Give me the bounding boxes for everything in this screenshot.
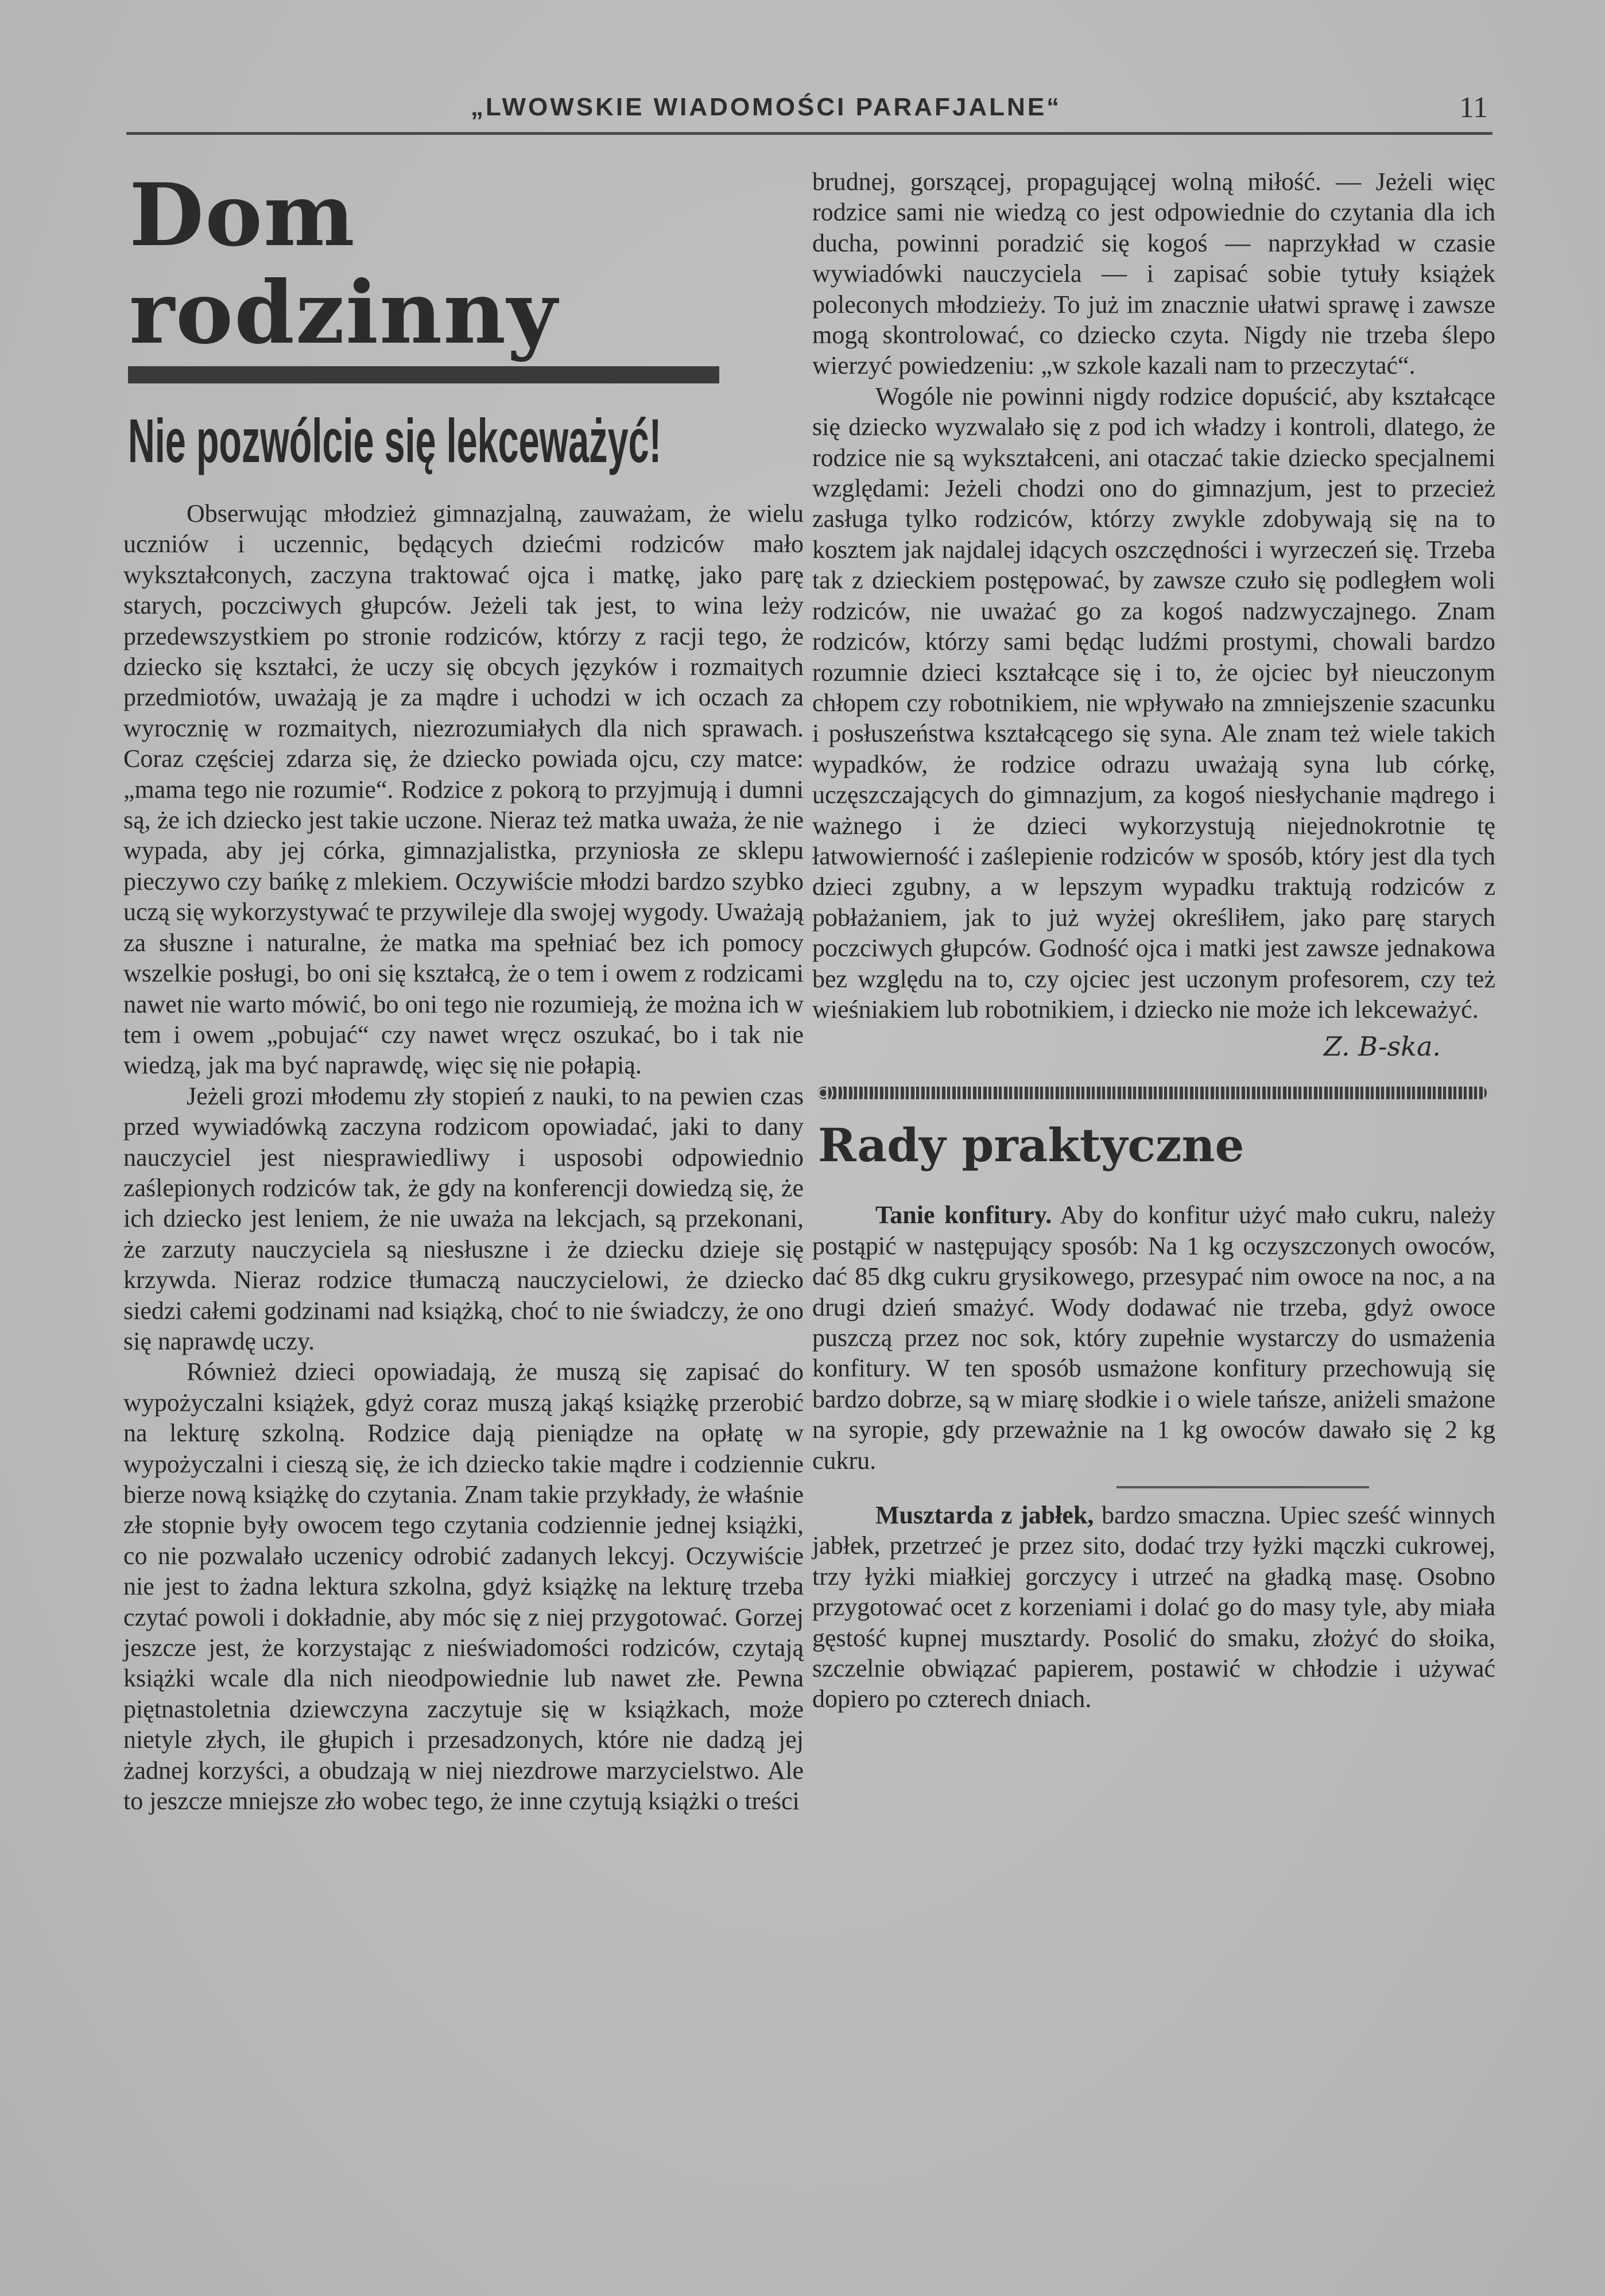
paragraph: Jeżeli grozi młodemu zły stopień z nauki, to na pewien czas przed wywiadówką zaczyna rodzicom opowiadać, jaki to dany nauczyciel jest niesprawiedliwy i usposobi odpowiednio zaślepionych rodziców tak, że gdy na konferencji dowiedzą się, że ich dziecko jest leniem, że nie uważa na lekcjach, są przekonani, że zarzuty nauczyciela są niesłuszne i że dziecku dzieje się krzywda. Nieraz rodzice tłumaczą nauczycielowi, że dziecko siedzi całemi godzinami nad książką, choć to nie świadczy, że ono się naprawdę uczy. [123,1081,804,1355]
article-body-right [812,166,1495,1025]
paragraph: brudnej, gorszącej, propagującej wolną miłość. — Jeżeli więc rodzice sami nie wiedzą co jest odpowiednie do czytania dla ich ducha, powinni poradzić się kogoś — naprzykład w czasie wywiadówki nauczyciela — i zapisać sobie tytuły książek poleconych młodzieży. To już im znacznie ułatwi sprawę i zawsze mogą skontrolować, co dziecko czyta. Nigdy nie trzeba ślepo wierzyć powiedzeniu: „w szkole kazali nam to przeczytać“. [812,168,1495,380]
page-number: 11 [1459,91,1488,124]
section-title: Rady praktyczne [818,1118,1245,1173]
article-body-left [123,498,804,1816]
paragraph: Wogóle nie powinni nigdy rodzice dopuścić, aby kształcące się dziecko wyzwalało się z pod ich władzy i kontroli, dlatego, że rodzice nie są wykształceni, ani otaczać takie dziecko specjalnemi względami: Jeżeli chodzi ono do gimnazjum, jest to przecież zasługa tylko rodziców, którzy zwykle zdobywają się na to kosztem jak najdalej idących oszczędności i wyrzeczeń się. Trzeba tak z dzieckiem postępować, by zawsze czuło się podległem woli rodziców, nie uważać go za kogoś nadzwyczajnego. Znam rodziców, którzy sami będąc ludźmi prostymi, chowali bardzo rozumnie dzieci kształcące się i to, że ojciec był nieuczonym chłopem czy robotnikiem, nie wpływało na zmniejszenie szacunku i posłuszeństwa kształcącego się syna. Ale znam też wiele takich wypadków, że rodzice odrazu uważają syna lub córkę, uczęszczających do gimnazjum, za kogoś niesłychanie mądrego i ważnego i że dzieci wykorzystują niejednokrotnie tę łatwowierność i zaślepienie rodziców w sposób, który jest dla tych dzieci zgubny, a w lepszym wypadku traktują rodziców z pobłażaniem, jak to już wyżej określiłem, jako parę starych poczciwych głupców. Godność ojca i matki jest zawsze jednakowa bez względu na to, czy ojciec jest uczonym profesorem, czy też wieśniakiem lub robotnikiem, i dziecko nie może ich lekceważyć. [812,382,1495,1023]
right-column [812,166,1495,1715]
left-column [123,155,804,1816]
tip-paragraph [812,1500,1495,1715]
header-rule [126,132,1492,135]
tip-heading: Tanie konfitury. [875,1201,1052,1230]
ornamental-divider [818,1087,1487,1099]
paragraph: Również dzieci opowiadają, że muszą się zapisać do wypożyczalni książek, gdyż coraz muszą jakąś książkę przerobić na lekturę szkolną. Rodzice dają pieniądze na opłatę w wypożyczalni i cieszą się, że ich dziecko takie mądre i codziennie bierze nową książkę do czytania. Znam takie przykłady, że właśnie złe stopnie były owocem tego czytania codziennie jednej książki, co nie pozwalało uczenicy odrobić zadanych lekcyj. Oczywiście nie jest to żadna lektura szkolna, gdyż książkę na lekturę trzeba czytać powoli i dokładnie, aby móc się z niej przygotować. Gorzej jeszcze jest, że korzystając z nieświadomości rodziców, czytają książki wcale dla nich nieodpowiednie lub nawet złe. Pewna piętnastoletnia dziewczyna zaczytuje się w książkach, może nietyle złych, ile głupich i przesadzonych, które nie dadzą jej żadnej korzyści, a obudzają w niej niezdrowe marzycielstwo. Ale to jeszcze mniejsze zło wobec tego, że inne czytują książki o treści [123,1358,804,1816]
paragraph: Obserwując młodzież gimnazjalną, zauważam, że wielu uczniów i uczennic, będących dziećmi rodziców mało wykształconych, zaczyna traktować ojca i matkę, jako parę starych, poczciwych głupców. Jeżeli tak jest, to wina leży przedewszystkiem po stronie rodziców, którzy z racji tego, że dziecko się kształci, że uczy się obcych języków i rozmaitych przedmiotów, uważają je za mądre i uchodzi w ich oczach za wyrocznię w rozmaitych, niezrozumiałych dla nich sprawach. Coraz częściej zdarza się, że dziecko powiada ojcu, czy matce: „mama tego nie rozumie“. Rodzice z pokorą to przyjmują i dumni są, że ich dziecko jest takie uczone. Nieraz też matka uważa, że nie wypada, aby jej córka, gimnazjalistka, przyniosła ze sklepu pieczywo czy bańkę z mlekiem. Oczywiście młodzi bardzo szybko uczą się wykorzystywać te przywileje dla swojej wygody. Uważają za słuszne i naturalne, że matka ma spełniać bez ich pomocy wszelkie posługi, bo oni się kształcą, że o tem i owem z rodzicami nawet nie warto mówić, bo oni tego nie rozumieją, że można ich w tem i owem „pobujać“ czy nawet wręcz oszukać, bo i tak nie wiedzą, jak ma być naprawdę, więc się nie połapią. [123,499,804,1080]
article-subtitle: Nie pozwólcie się lekceważyć! [128,406,662,475]
tips-body [812,1200,1495,1715]
tip-heading: Musztarda z jabłek, [875,1501,1094,1530]
article-title: Dom rodzinny [129,165,559,363]
tip-text: bardzo smaczna. Upiec sześć winnych jabłek, przetrzeć je przez sito, dodać trzy łyżki mączki cukrowej, trzy łyżki miałkiej gorczycy i utrzeć na gładką masę. Osobno przygotować ocet z korzeniami i dolać go do masy tyle, aby miała gęstość kupnej musztardy. Posolić do smaku, złożyć do słoika, szczelnie obwiązać papierem, postawić w chłodzie i używać dopiero po czterech dniach. [812,1501,1495,1713]
publication-title: „LWOWSKIE WIADOMOŚCI PARAFJALNE“ [471,93,1062,121]
tip-divider [1116,1486,1369,1488]
author-signature: Z. B-ska. [1323,1031,1441,1062]
title-underline-bar [128,366,719,383]
tip-paragraph [812,1200,1495,1476]
tip-text: Aby do konfitur użyć mało cukru, należy postąpić w następujący sposób: Na 1 kg oczyszczonych owoców, dać 85 dkg cukru grysikowego, przesypać nim owoce na noc, a na drugi dzień smażyć. Wody dodawać nie trzeba, gdyż owoce puszczą przez noc sok, który zupełnie wystarczy do usmażenia konfitury. W ten sposób usmażone konfitury przechowują się bardzo dobrze, są w miarę słodkie i o wiele tańsze, aniżeli smażone na syropie, gdy przeważnie na 1 kg owoców dawało się 2 kg cukru. [812,1201,1496,1475]
running-header [126,86,1492,138]
